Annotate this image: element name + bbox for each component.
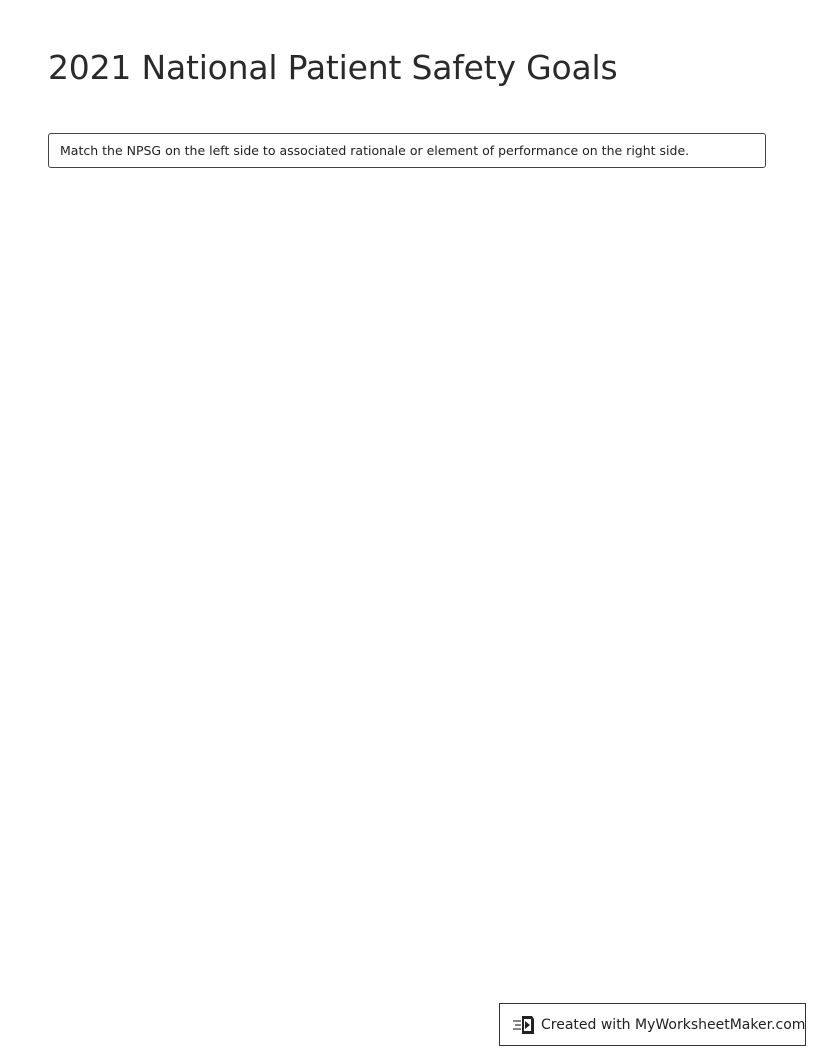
instructions-box bbox=[48, 133, 766, 168]
credit-text: Created with MyWorksheetMaker.com bbox=[541, 1016, 806, 1033]
page-title: 2021 National Patient Safety Goals bbox=[48, 48, 618, 87]
worksheet-maker-logo-icon bbox=[512, 1013, 536, 1037]
instructions-text: Match the NPSG on the left side to associated rationale or element of performance on the right side. bbox=[60, 143, 690, 158]
credit-badge[interactable] bbox=[499, 1003, 806, 1046]
